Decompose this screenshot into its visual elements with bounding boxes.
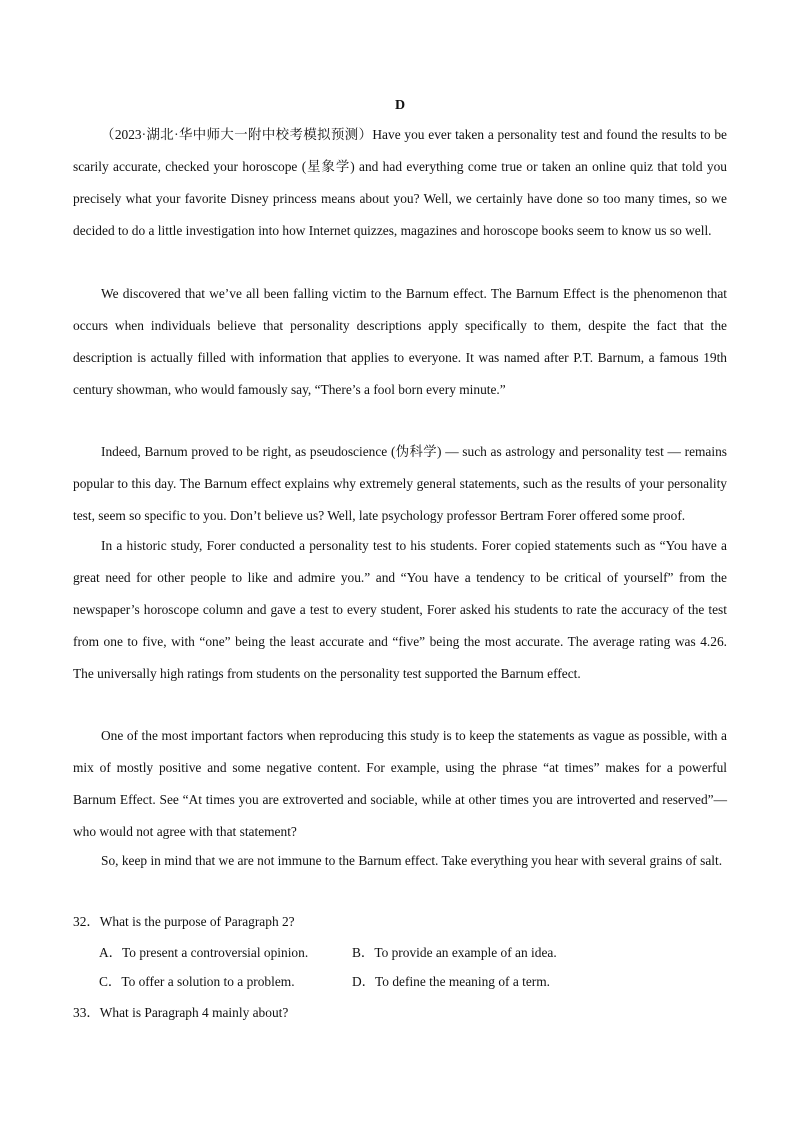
- paragraph-5: One of the most important factors when reproducing this study is to keep the statements as vague as possible, with a mix of mostly positive and some negative content. For example, using the phrase “at times” makes for a powerful Barnum Effect. See “At times you are extroverted and sociable, while at other times you are introverted and reserved”— who would not agree with that statement?: [73, 728, 727, 839]
- paragraph-2: We discovered that we’ve all been falling victim to the Barnum effect. The Barnum Effect is the phenomenon that occurs when individuals believe that personality descriptions apply specifically to them, despite the fact that the description is actually filled with information that applies to everyone. It was named after P.T. Barnum, a famous 19th century showman, who would famously say, “There’s a fool born every minute.”: [73, 286, 727, 397]
- paragraph-6: So, keep in mind that we are not immune to the Barnum effect. Take everything you hear with several grains of salt.: [101, 853, 723, 868]
- question-32-option-a: A．To present a controversial opinion.: [99, 945, 309, 960]
- section-heading: D: [394, 98, 406, 113]
- paragraph-3: Indeed, Barnum proved to be right, as pseudoscience (伪科学) — such as astrology and personality test — remains popular to this day. The Barnum effect explains why extremely general statements, such as the results of your personality test, seem so specific to you. Don’t believe us? Well, late psychology professor Bertram Forer offered some proof.: [73, 444, 727, 523]
- question-32-option-d: D．To define the meaning of a term.: [352, 974, 550, 989]
- question-33-stem: 33．What is Paragraph 4 mainly about?: [73, 1005, 289, 1020]
- paragraph-1: （2023·湖北·华中师大一附中校考模拟预测）Have you ever taken a personality test and found the results to be scarily accurate, checked your horoscope (星象学) and had everything come true or taken an online quiz that told you precisely what your favorite Disney princess means about you? Well, we certainly have done so too many times, so we decided to do a little investigation into how Internet quizzes, magazines and horoscope books seem to know us so well.: [73, 127, 727, 238]
- question-32-stem: 32．What is the purpose of Paragraph 2?: [73, 914, 295, 929]
- question-32-option-c: C．To offer a solution to a problem.: [99, 974, 295, 989]
- question-32-option-b: B．To provide an example of an idea.: [352, 945, 557, 960]
- paragraph-4: In a historic study, Forer conducted a personality test to his students. Forer copied statements such as “You have a great need for other people to like and admire you.” and “You have a tendency to be critical of yourself” from the newspaper’s horoscope column and gave a test to every student, Forer asked his students to rate the accuracy of the test from one to five, with “one” being the least accurate and “five” being the most accurate. The average rating was 4.26. The universally high ratings from students on the personality test supported the Barnum effect.: [73, 538, 727, 681]
